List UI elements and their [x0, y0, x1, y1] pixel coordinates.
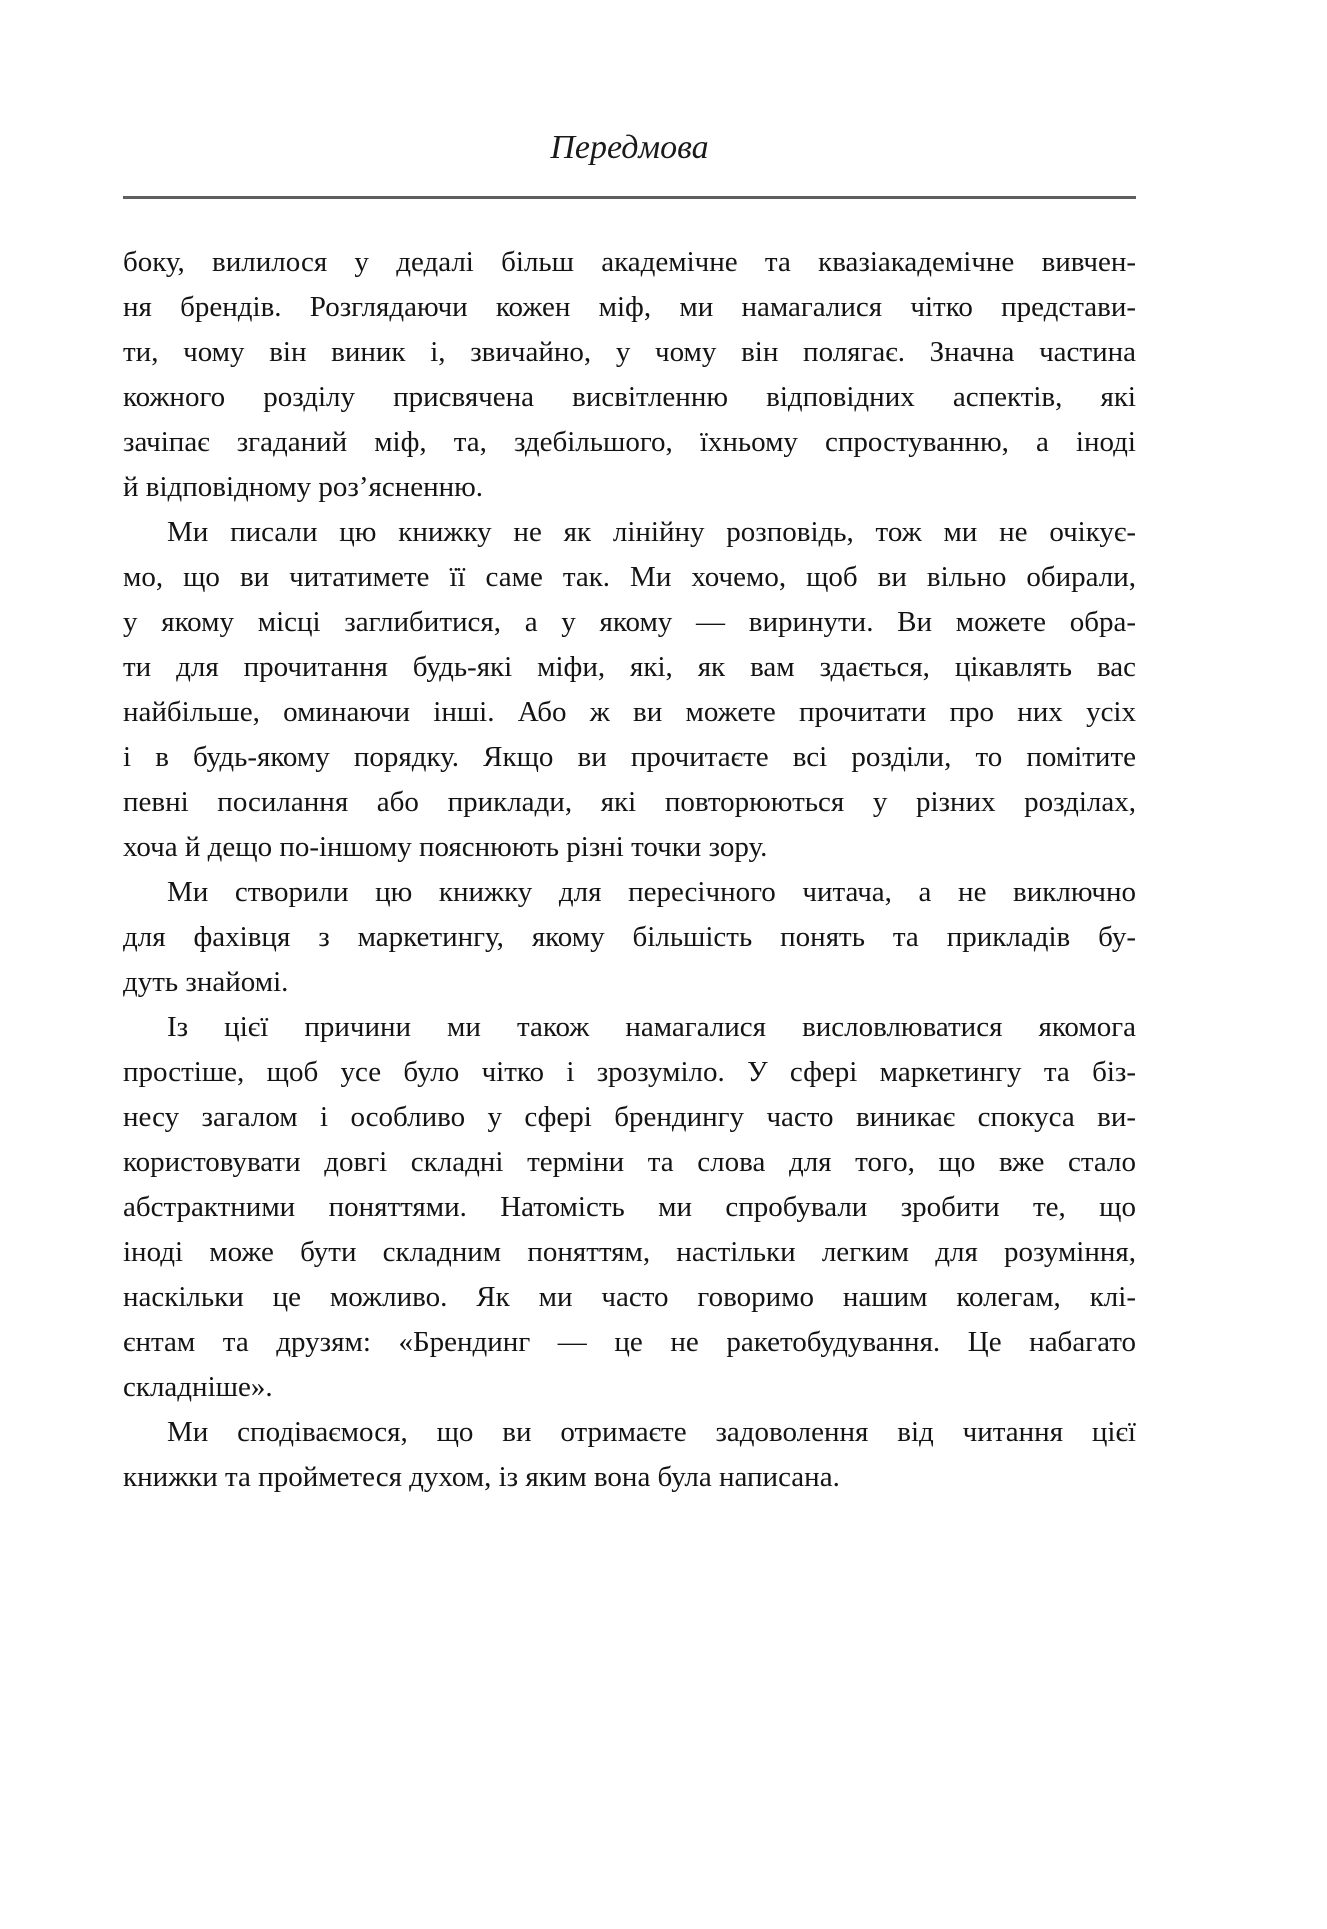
text-line: іноді може бути складним поняттям, настільки легким для розуміння, [123, 1236, 1136, 1268]
text-line: Ми писали цю книжку не як лінійну розповідь, тож ми не очікує- [167, 516, 1136, 548]
paragraph-1 [123, 240, 1136, 510]
page-body [123, 240, 1136, 1500]
text-line: і в будь-якому порядку. Якщо ви прочитаєте всі розділи, то помітите [123, 741, 1136, 773]
text-line: ти, чому він виник і, звичайно, у чому він полягає. Значна частина [123, 336, 1136, 368]
header-rule [123, 196, 1136, 199]
text-line: користовувати довгі складні терміни та слова для того, що вже стало [123, 1146, 1136, 1178]
text-line: Ми створили цю книжку для пересічного читача, а не виключно [167, 876, 1136, 908]
text-line: найбільше, оминаючи інші. Або ж ви можете прочитати про них усіх [123, 696, 1136, 728]
text-line: зачіпає згаданий міф, та, здебільшого, їхньому спростуванню, а іноді [123, 426, 1136, 458]
text-line: ти для прочитання будь-які міфи, які, як вам здається, цікавлять вас [123, 651, 1136, 683]
paragraph-2 [123, 510, 1136, 870]
text-line: простіше, щоб усе було чітко і зрозуміло. У сфері маркетингу та біз- [123, 1056, 1136, 1088]
text-line: Ми сподіваємося, що ви отримаєте задоволення від читання цієї [167, 1416, 1136, 1448]
text-line: кожного розділу присвячена висвітленню відповідних аспектів, які [123, 381, 1136, 413]
text-line: абстрактними поняттями. Натомість ми спробували зробити те, що [123, 1191, 1136, 1223]
text-line: складніше». [123, 1371, 273, 1403]
text-line: мо, що ви читатимете її саме так. Ми хочемо, щоб ви вільно обирали, [123, 561, 1136, 593]
text-line: наскільки це можливо. Як ми часто говоримо нашим колегам, клі- [123, 1281, 1136, 1313]
text-line: Із цієї причини ми також намагалися висловлюватися якомога [167, 1011, 1136, 1043]
text-line: єнтам та друзям: «Брендинг — це не ракетобудування. Це набагато [123, 1326, 1136, 1358]
running-head-title: Передмова [550, 129, 709, 166]
text-line: ня брендів. Розглядаючи кожен міф, ми намагалися чітко представи- [123, 291, 1136, 323]
paragraph-4 [123, 1005, 1136, 1410]
text-line: хоча й дещо по-іншому пояснюють різні точки зору. [123, 831, 768, 863]
text-line: дуть знайомі. [123, 966, 289, 998]
text-line: несу загалом і особливо у сфері брендингу часто виникає спокуса ви- [123, 1101, 1136, 1133]
text-line: й відповідному роз’ясненню. [123, 471, 484, 503]
text-line: для фахівця з маркетингу, якому більшість понять та прикладів бу- [123, 921, 1136, 953]
paragraph-5 [123, 1410, 1136, 1500]
text-line: книжки та пройметеся духом, із яким вона була написана. [123, 1461, 840, 1493]
text-line: певні посилання або приклади, які повторюються у різних розділах, [123, 786, 1136, 818]
text-line: боку, вилилося у дедалі більш академічне та квазіакадемічне вивчен- [123, 246, 1136, 278]
text-line: у якому місці заглибитися, а у якому — виринути. Ви можете обра- [123, 606, 1136, 638]
paragraph-3 [123, 870, 1136, 1005]
